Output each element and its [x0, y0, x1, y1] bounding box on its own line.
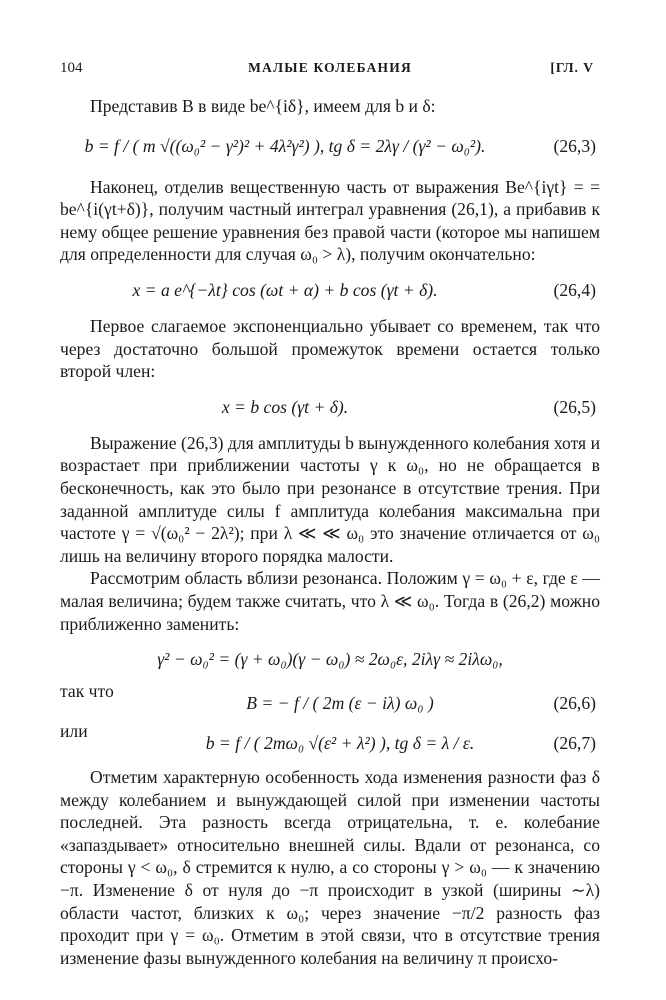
equation-26-4-number: (26,4): [553, 279, 596, 300]
paragraph-6: Отметим характерную особенность хода изменения разности фаз δ между колебанием и вынуждающей силой при изменении частоты последней. Эта разность всегда отрицательна, т. е. колебание «запаздывает» относительно внешней силы. Вдали от резонанса, со стороны γ < ω₀, δ стремится к нулю, а со стороны γ > ω₀ — к значению −π. Изменение δ от нуля до −π происходит в узкой (ширины ∼λ) области частот, близких к ω₀; через значение −π/2 разность фаз проходит при γ = ω₀. Отметим в этой связи, что в отсутствие трения изменение фазы вынужденного колебания на величину π происхо-: [60, 767, 600, 968]
equation-26-5-formula: x = b cos (γt + δ).: [221, 396, 349, 417]
equation-26-3-number: (26,3): [553, 135, 596, 156]
equation-26-6-number: (26,6): [553, 693, 596, 714]
equation-26-7-formula: b = f / ( 2mω₀ √(ε² + λ²) ), tg δ = λ / ε.: [205, 733, 475, 754]
paragraph-3: Первое слагаемое экспоненциально убывает со временем, так что через достаточно большой промежуток времени остается только второй член:: [60, 315, 600, 382]
equation-26-7-number: (26,7): [553, 733, 596, 754]
running-header: [60, 60, 600, 82]
equation-26-7: [60, 721, 600, 757]
equation-26-4: [60, 272, 600, 306]
paragraph-4: Выражение (26,3) для амплитуды b вынужденного колебания хотя и возрастает при приближении частоты γ к ω₀, но не обращается в бесконечность, как это было при резонансе в отсутствие трения. При заданной амплитуде силы f амплитуда колебания максимальна при частоте γ = √(ω₀² − 2λ²); при λ ≪ ≪ ω₀ это значение отличается от ω₀ лишь на величину второго порядка малости.: [60, 432, 600, 566]
equation-26-7-lead: или: [60, 721, 88, 742]
equation-approx: [60, 641, 600, 675]
paragraph-2: Наконец, отделив вещественную часть от выражения Be^{iγt} = = be^{i(γt+δ)}, получим частный интеграл уравнения (26,1), а прибавив к нему общее решение уравнения без правой части (которое мы напишем для определенности для случая ω₀ > λ), получим окончательно:: [60, 176, 600, 265]
paragraph-1: Представив B в виде be^{iδ}, имеем для b и δ:: [90, 96, 436, 116]
equation-26-4-formula: x = a e^{−λt} cos (ωt + α) + b cos (γt + δ).: [132, 279, 438, 300]
equation-26-5: [60, 389, 600, 423]
paragraph-5: Рассмотрим область вблизи резонанса. Положим γ = ω₀ + ε, где ε — малая величина; будем также считать, что λ ≪ ω₀. Тогда в (26,2) можно приближенно заменить:: [60, 568, 600, 634]
running-title: МАЛЫЕ КОЛЕБАНИЯ: [248, 60, 412, 75]
page-body: [60, 95, 600, 969]
equation-26-5-number: (26,5): [553, 396, 596, 417]
equation-26-6-formula: B = − f / ( 2m (ε − iλ) ω₀ ): [246, 693, 434, 714]
equation-26-3-formula: b = f / ( m √((ω₀² − γ²)² + 4λ²γ²) ), tg δ = 2λγ / (γ² − ω₀²).: [84, 135, 486, 156]
equation-26-3: [60, 124, 600, 170]
equation-approx-formula: γ² − ω₀² = (γ + ω₀)(γ − ω₀) ≈ 2ω₀ε, 2iλγ ≈ 2iλω₀,: [157, 649, 503, 670]
equation-26-6-lead: так что: [60, 681, 114, 702]
chapter-label: [ГЛ. V: [550, 60, 594, 75]
page-number: 104: [60, 60, 83, 76]
equation-26-6: [60, 681, 600, 717]
